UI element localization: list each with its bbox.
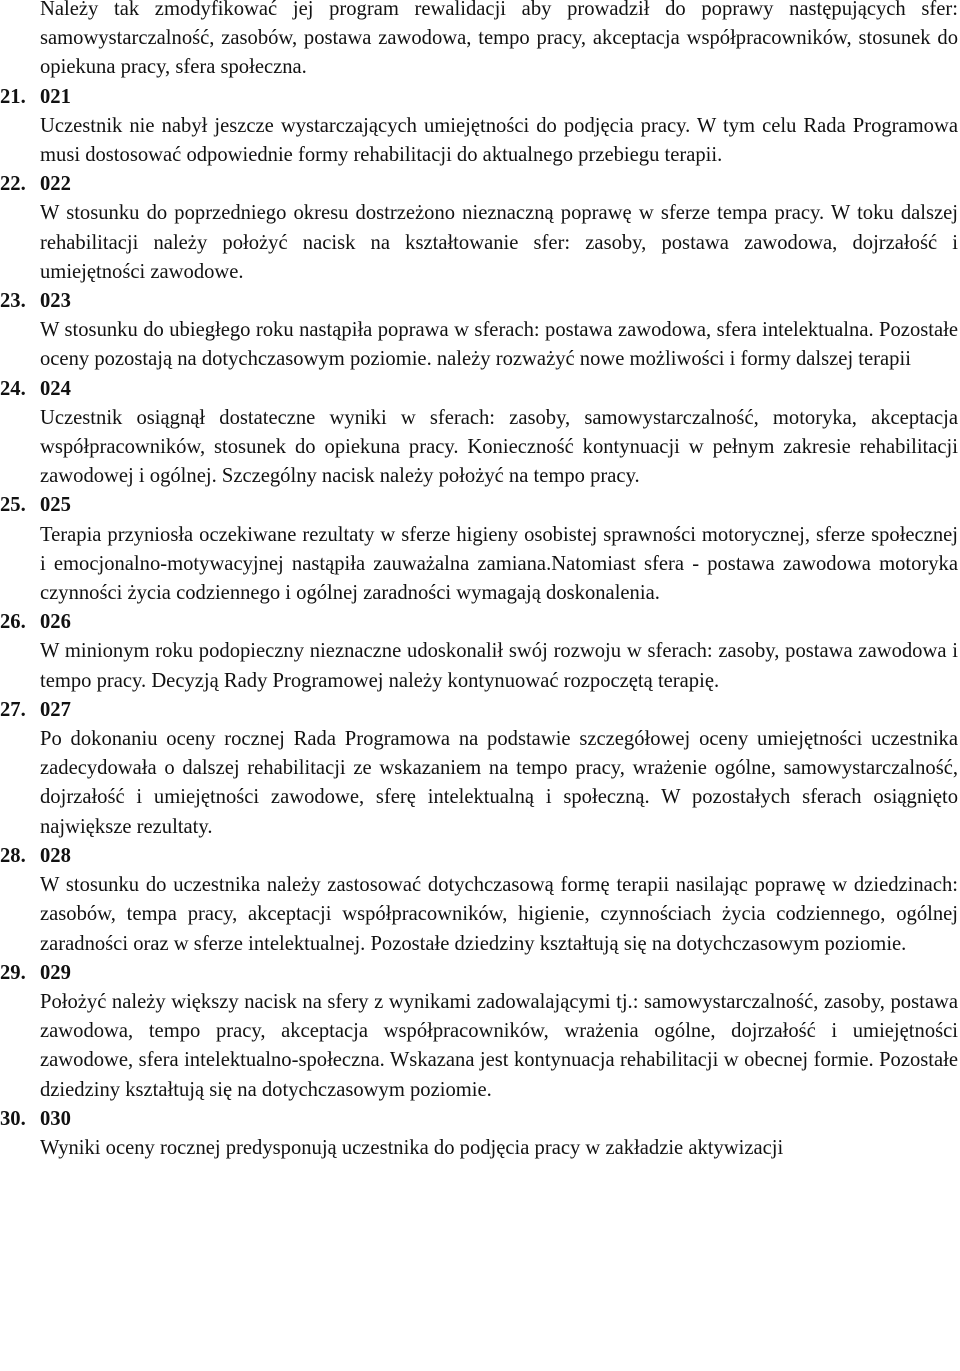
- entry-heading: [0, 170, 958, 199]
- entry-text: Uczestnik nie nabył jeszcze wystarczających umiejętności do podjęcia pracy. W tym celu Rada Programowa musi dostosować odpowiednie formy rehabilitacji do aktualnego przebiegu terapii.: [40, 114, 958, 167]
- intro-paragraph: Należy tak zmodyfikować jej program rewalidacji aby prowadził do poprawy następujących sfer: samowystarczalność, zasobów, postawa zawodowa, tempo pracy, akceptacja współpracowników, stosunek do opiekuna pracy, sfera społeczna.: [40, 0, 958, 79]
- entry-item: [0, 842, 958, 959]
- entry-text: Wyniki oceny rocznej predysponują uczestnika do podjęcia pracy w zakładzie aktywizacji: [40, 1136, 784, 1159]
- entries-list: [0, 83, 958, 1164]
- entry-heading: [0, 83, 958, 112]
- entry-item: [0, 287, 958, 375]
- entry-heading: [0, 608, 958, 637]
- entry-code: 028: [40, 844, 71, 867]
- entry-heading: [0, 375, 958, 404]
- entry-number: 29.: [0, 961, 26, 984]
- entry-code: 024: [40, 377, 71, 400]
- entry-item: [0, 170, 958, 287]
- entry-text: W stosunku do poprzedniego okresu dostrzeżono nieznaczną poprawę w sferze tempa pracy. W toku dalszej rehabilitacji należy położyć nacisk na kształtowanie sfer: zasoby, postawa zawodowa, dojrzałość i umiejętności zawodowe.: [40, 202, 958, 283]
- entry-number: 24.: [0, 377, 26, 400]
- entry-heading: [0, 1105, 958, 1134]
- entry-item: [0, 1105, 958, 1163]
- entry-text: Terapia przyniosła oczekiwane rezultaty w sferze higieny osobistej sprawności motorycznej, sferze społecznej i emocjonalno-motywacyjnej nastąpiła zauważalna zamiana.Natomiast sfera - postawa zawodowa motoryka czynności życia codziennego i ogólnej zaradności wymagają doskonalenia.: [40, 523, 958, 605]
- entry-text: W minionym roku podopieczny nieznaczne udoskonalił swój rozwoju w sferach: zasoby, postawa zawodowa i tempo pracy. Decyzją Rady Programowej należy kontynuować rozpoczętą terapię.: [40, 640, 958, 692]
- entry-code: 022: [40, 173, 71, 196]
- entry-heading: [0, 959, 958, 988]
- entry-heading: [0, 696, 958, 725]
- entry-number: 26.: [0, 611, 26, 634]
- entry-number: 23.: [0, 290, 26, 313]
- entry-code: 025: [40, 494, 71, 517]
- entry-text: Położyć należy większy nacisk na sfery z wynikami zadowalającymi tj.: samowystarczalność, zasoby, postawa zawodowa, tempo pracy, akceptacja współpracowników, wrażenia ogólne, dojrzałość i umiejętności zawodowe, sfera intelektualno-społeczna. Wskazana jest kontynuacja rehabilitacji w obecnej formie. Pozostałe dziedziny kształtują się na dotychczasowym poziomie.: [40, 990, 958, 1101]
- entry-code: 023: [40, 290, 71, 313]
- entry-code: 027: [40, 698, 71, 721]
- entry-item: [0, 491, 958, 608]
- entry-code: 029: [40, 961, 71, 984]
- entry-code: 021: [40, 85, 71, 108]
- entry-text: Uczestnik osiągnął dostateczne wyniki w sferach: zasoby, samowystarczalność, motoryka, akceptacja współpracowników, stosunek do opiekuna pracy. Konieczność kontynuacji w pełnym zakresie rehabilitacji zawodowej i ogólnej. Szczególny nacisk należy położyć na tempo pracy.: [40, 406, 958, 488]
- entry-item: [0, 83, 958, 171]
- entry-number: 25.: [0, 494, 26, 517]
- entry-number: 30.: [0, 1107, 26, 1130]
- entry-item: [0, 696, 958, 842]
- entry-code: 030: [40, 1107, 71, 1130]
- entry-number: 22.: [0, 173, 26, 196]
- entry-heading: [0, 842, 958, 871]
- entry-heading: [0, 491, 958, 520]
- entry-number: 27.: [0, 698, 26, 721]
- entry-text: Po dokonaniu oceny rocznej Rada Programowa na podstawie szczegółowej oceny umiejętności uczestnika zadecydowała o dalszej rehabilitacji ze wskazaniem na tempo pracy, wrażenie ogólne, samowystarczalność, dojrzałość i umiejętności zawodowe, sferę intelektualną i społeczną. W pozostałych sferach osiągnięto największe rezultaty.: [40, 728, 958, 838]
- entry-heading: [0, 287, 958, 316]
- entry-text: W stosunku do uczestnika należy zastosować dotychczasową formę terapii nasilając poprawę w dziedzinach: zasobów, tempa pracy, akceptacji współpracowników, higienie, czynnościach życia codziennego, ogólnej zaradności oraz w sferze intelektualnej. Pozostałe dziedziny kształtują się na dotychczasowym poziomie.: [40, 874, 958, 955]
- entry-number: 21.: [0, 85, 26, 108]
- entry-text: W stosunku do ubiegłego roku nastąpiła poprawa w sferach: postawa zawodowa, sfera intelektualna. Pozostałe oceny pozostają na dotychczasowym poziomie. należy rozważyć nowe możliwości i formy dalszej terapii: [40, 319, 958, 371]
- entry-number: 28.: [0, 844, 26, 867]
- entry-item: [0, 608, 958, 696]
- entry-item: [0, 375, 958, 492]
- entry-item: [0, 959, 958, 1105]
- entry-code: 026: [40, 611, 71, 634]
